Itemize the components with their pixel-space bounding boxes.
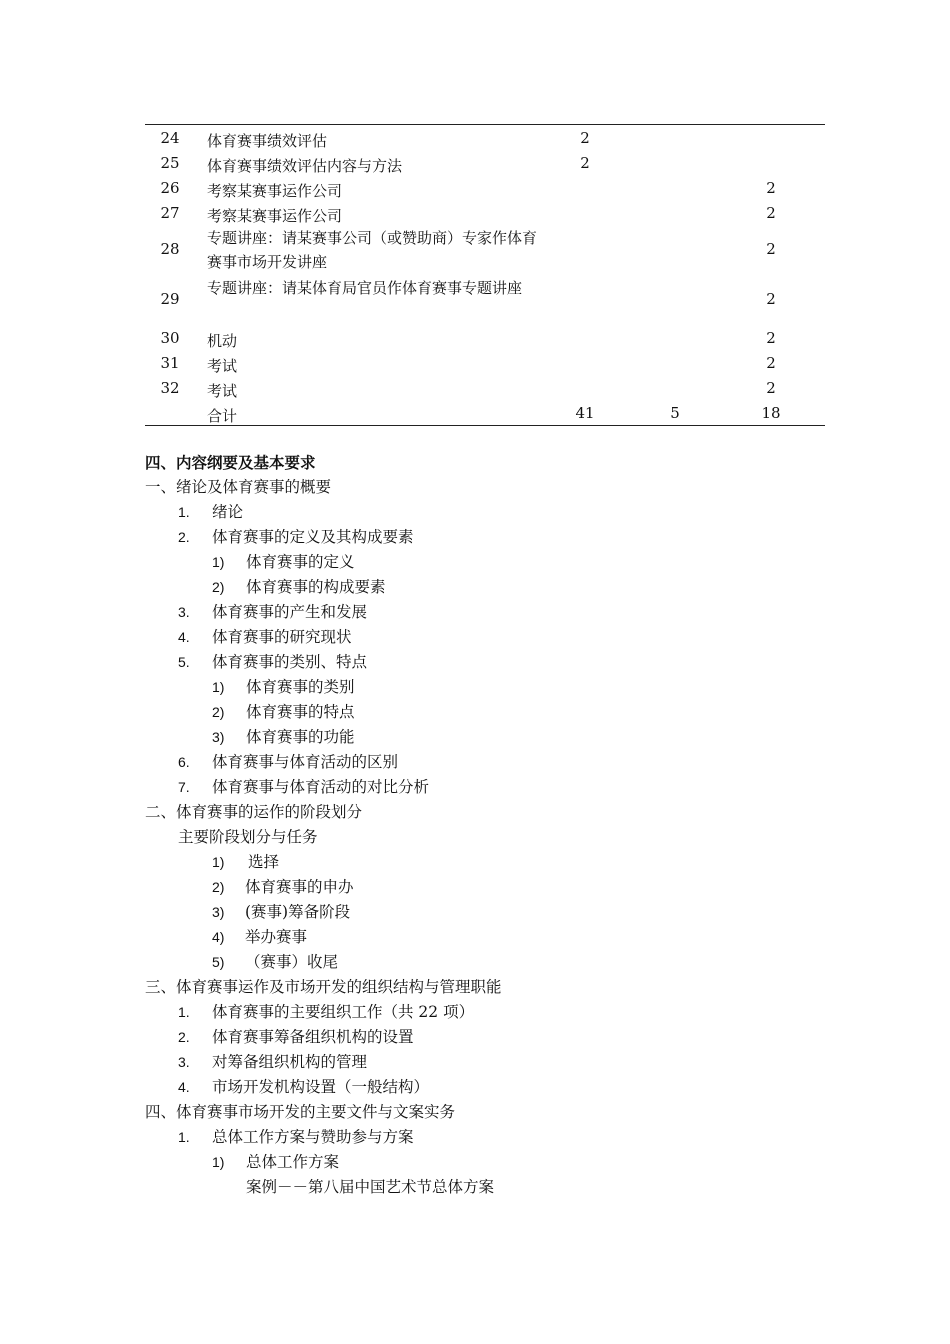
chapter-title: 一、绪论及体育赛事的概要 xyxy=(145,478,332,496)
row-number: 25 xyxy=(160,154,180,172)
chapter-title: 二、体育赛事的运作的阶段划分 xyxy=(145,803,363,821)
row-title: 考试 xyxy=(207,382,238,400)
list-item: 4. 市场开发机构设置（一般结构） xyxy=(178,1078,430,1096)
row-hours-other: 2 xyxy=(766,329,776,347)
table-row xyxy=(145,125,825,150)
list-item: 1. 绪论 xyxy=(178,503,244,521)
sub-list-item: 2) 体育赛事的构成要素 xyxy=(212,578,386,596)
section-heading: 四、内容纲要及基本要求 xyxy=(145,453,316,472)
table-row xyxy=(145,275,825,325)
list-item: 2. 体育赛事的定义及其构成要素 xyxy=(178,528,414,546)
list-item: 5. 体育赛事的类别、特点 xyxy=(178,653,368,671)
row-number: 27 xyxy=(160,204,180,222)
row-title: 合计 xyxy=(207,407,238,425)
row-title: 专题讲座：请某体育局官员作体育赛事专题讲座 xyxy=(207,279,523,297)
list-item: 1. 体育赛事的主要组织工作（共 22 项） xyxy=(178,1003,475,1021)
sub-list-item: 1) 体育赛事的定义 xyxy=(212,553,355,571)
table-row xyxy=(145,175,825,200)
table-row xyxy=(145,375,825,400)
sub-list-item: 1) 体育赛事的类别 xyxy=(212,678,355,696)
case-example: 案例－－第八届中国艺术节总体方案 xyxy=(246,1178,495,1196)
table-row xyxy=(145,325,825,350)
sub-list-item: 3) (赛事)筹备阶段 xyxy=(212,903,351,921)
total-hours-other: 18 xyxy=(761,404,781,422)
row-title: 体育赛事绩效评估 xyxy=(207,132,328,150)
sub-list-item: 1) 总体工作方案 xyxy=(212,1153,340,1171)
row-hours-other: 2 xyxy=(766,179,776,197)
table-total-row xyxy=(145,400,825,425)
sub-list-item: 2) 体育赛事的特点 xyxy=(212,703,355,721)
row-number: 30 xyxy=(160,329,180,347)
row-title: 考试 xyxy=(207,357,238,375)
list-item: 3. 对筹备组织机构的管理 xyxy=(178,1053,368,1071)
row-hours-lecture: 2 xyxy=(580,129,590,147)
row-title: 体育赛事绩效评估内容与方法 xyxy=(207,157,403,175)
table-row xyxy=(145,200,825,225)
row-number: 26 xyxy=(160,179,180,197)
row-hours-other: 2 xyxy=(766,240,776,258)
list-item: 1. 总体工作方案与赞助参与方案 xyxy=(178,1128,414,1146)
list-item: 3. 体育赛事的产生和发展 xyxy=(178,603,368,621)
row-number: 28 xyxy=(160,240,180,258)
row-hours-other: 2 xyxy=(766,290,776,308)
sub-heading: 主要阶段划分与任务 xyxy=(178,828,318,846)
row-number: 24 xyxy=(160,129,180,147)
table-row xyxy=(145,225,825,275)
row-title: 专题讲座：请某赛事公司（或赞助商）专家作体育赛事市场开发讲座 xyxy=(207,229,538,271)
list-item: 4. 体育赛事的研究现状 xyxy=(178,628,352,646)
total-hours-lecture: 41 xyxy=(575,404,595,422)
sub-list-item: 5) （赛事）收尾 xyxy=(212,953,339,971)
table-row xyxy=(145,150,825,175)
list-item: 7. 体育赛事与体育活动的对比分析 xyxy=(178,778,430,796)
row-hours-other: 2 xyxy=(766,204,776,222)
row-number: 29 xyxy=(160,290,180,308)
content-outline xyxy=(145,450,825,1200)
sub-list-item: 2) 体育赛事的申办 xyxy=(212,878,354,896)
row-number: 31 xyxy=(160,354,180,372)
row-hours-other: 2 xyxy=(766,379,776,397)
row-title: 考察某赛事运作公司 xyxy=(207,182,343,200)
list-item: 2. 体育赛事筹备组织机构的设置 xyxy=(178,1028,414,1046)
sub-list-item: 3) 体育赛事的功能 xyxy=(212,728,355,746)
row-number: 32 xyxy=(160,379,180,397)
total-hours-lab: 5 xyxy=(670,404,680,422)
schedule-table xyxy=(145,124,825,426)
row-title: 考察某赛事运作公司 xyxy=(207,207,343,225)
sub-list-item: 1) 选择 xyxy=(212,853,280,871)
row-hours-other: 2 xyxy=(766,354,776,372)
row-hours-lecture: 2 xyxy=(580,154,590,172)
chapter-title: 四、体育赛事市场开发的主要文件与文案实务 xyxy=(145,1103,456,1121)
table-row xyxy=(145,350,825,375)
list-item: 6. 体育赛事与体育活动的区别 xyxy=(178,753,399,771)
sub-list-item: 4) 举办赛事 xyxy=(212,928,308,946)
row-title: 机动 xyxy=(207,332,238,350)
chapter-title: 三、体育赛事运作及市场开发的组织结构与管理职能 xyxy=(145,978,502,996)
